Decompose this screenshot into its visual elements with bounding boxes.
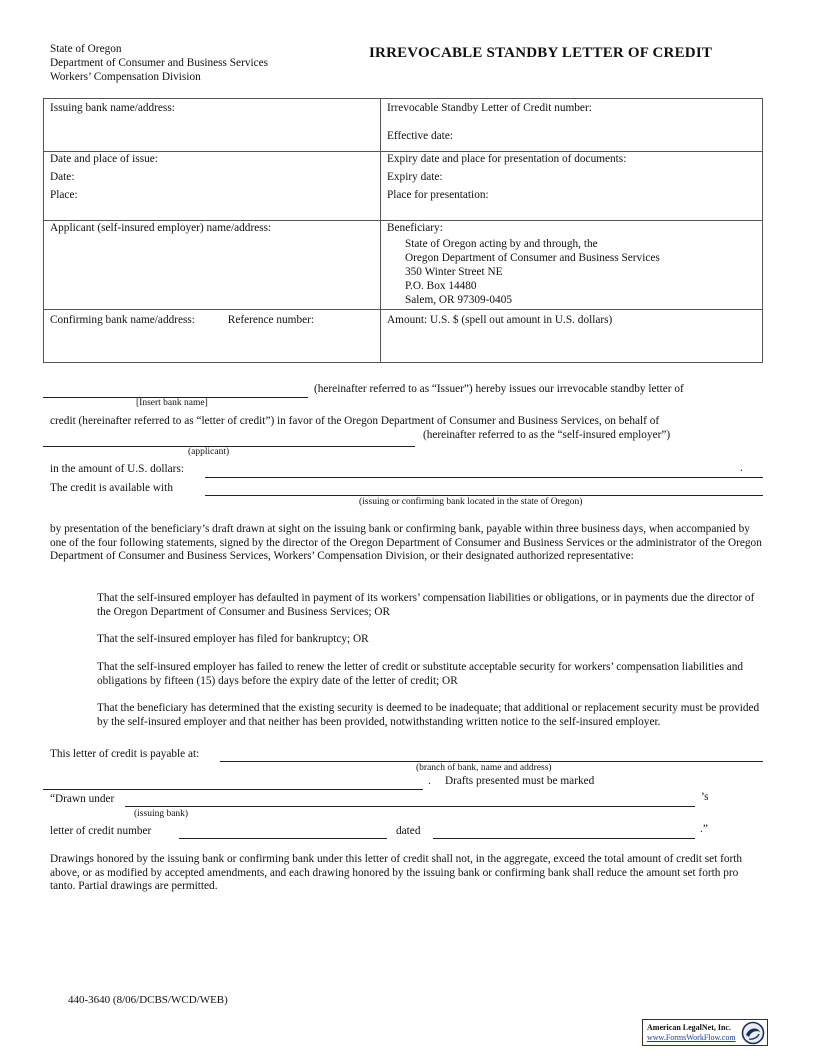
presentation-paragraph: by presentation of the beneficiary’s draft drawn at sight on the issuing bank or confirming bank, payable within three business days, when accompanied by one of the four following statements, signed by the director of the Oregon Department of Consumer and Business Services or the administrator of the Oregon Department of Consumer and Business Services, Workers’ Compensation Division, or their designated authorized representative: — [50, 523, 762, 563]
insert-bank-caption: [Insert bank name] — [136, 398, 208, 408]
beneficiary-line: State of Oregon acting by and through, the — [405, 238, 598, 250]
credit-text: credit (hereinafter referred to as “letter of credit”) in favor of the Oregon Department of Consumer and Business Services, on behalf of — [50, 415, 660, 427]
amount-label: Amount: U.S. $ (spell out amount in U.S. dollars) — [387, 314, 613, 326]
legalnet-logo[interactable] — [642, 1019, 768, 1046]
logo-url: www.FormsWorkFlow.com — [647, 1033, 736, 1042]
statement-4: That the beneficiary has determined that the existing security is deemed to be inadequate; that additional or replacement security must be provided by the self-insured employer and that neither has been provided, notwithstanding written notice to the self-insured employer. — [97, 702, 760, 728]
confirming-bank-cell[interactable] — [50, 311, 314, 329]
payable-field-2[interactable] — [43, 789, 423, 790]
dated-end: .” — [700, 823, 708, 835]
amount-dollars-label: in the amount of U.S. dollars: — [50, 463, 184, 475]
issuer-text: (hereinafter referred to as “Issuer”) hereby issues our irrevocable standby letter of — [314, 383, 684, 395]
drawn-under-label: “Drawn under — [50, 793, 115, 805]
document-title: IRREVOCABLE STANDBY LETTER OF CREDIT — [369, 45, 713, 61]
form-number: 440-3640 (8/06/DCBS/WCD/WEB) — [68, 994, 228, 1006]
amount-dollars-field[interactable] — [205, 477, 763, 478]
available-bank-field[interactable] — [205, 495, 763, 496]
self-insured-ref: (hereinafter referred to as the “self-insured employer”) — [423, 429, 671, 441]
drafts-text: . Drafts presented must be marked — [428, 775, 595, 787]
dated-label: dated — [396, 825, 421, 837]
place-presentation-label: Place for presentation: — [387, 189, 489, 201]
info-table — [43, 98, 763, 363]
beneficiary-line: 350 Winter Street NE — [405, 266, 503, 278]
effective-date-label: Effective date: — [387, 130, 453, 142]
issuing-bank-cell[interactable] — [50, 99, 175, 117]
issuing-bank-label: Issuing bank name/address: — [50, 102, 175, 114]
drawings-paragraph: Drawings honored by the issuing bank or confirming bank under this letter of credit shall not, in the aggregate, exceed the total amount of credit set forth above, or as modified by accepted amendments, and each drawing honored by the issuing bank or confirming bank shall reduce the amount set forth pro tanto. Partial drawings are permitted. — [50, 853, 743, 893]
beneficiary-label: Beneficiary: — [387, 222, 443, 234]
beneficiary-line: P.O. Box 14480 — [405, 280, 477, 292]
amount-cell[interactable] — [387, 311, 612, 329]
expiry-date-label: Expiry date: — [387, 171, 443, 183]
beneficiary-line: Salem, OR 97309-0405 — [405, 294, 513, 306]
drawn-end: ’s — [701, 791, 709, 803]
beneficiary-cell — [387, 219, 660, 307]
date-label: Date: — [50, 171, 75, 183]
logo-company: American LegalNet, Inc. — [647, 1023, 731, 1032]
agency-department: Department of Consumer and Business Services — [50, 57, 269, 69]
statement-3: That the self-insured employer has failed to renew the letter of credit or substitute acceptable security for workers’ compensation liabilities and obligations by fifteen (15) days before the expiry date of the letter of credit; OR — [97, 661, 743, 687]
statement-2: That the self-insured employer has filed for bankruptcy; OR — [97, 633, 369, 645]
loc-number-label: Irrevocable Standby Letter of Credit number: — [387, 102, 592, 114]
expiry-heading: Expiry date and place for presentation of documents: — [387, 153, 627, 165]
applicant-caption: (applicant) — [188, 447, 230, 457]
date-place-label: Date and place of issue: — [50, 153, 158, 165]
beneficiary-address — [387, 237, 660, 307]
issuing-bank-caption: (issuing bank) — [134, 809, 189, 819]
agency-division: Workers’ Compensation Division — [50, 71, 201, 83]
loc-number-text: letter of credit number — [50, 825, 152, 837]
available-caption: (issuing or confirming bank located in the state of Oregon) — [359, 497, 583, 507]
expiry-cell[interactable] — [387, 150, 626, 204]
loc-number-field[interactable] — [179, 838, 387, 839]
payable-label: This letter of credit is payable at: — [50, 748, 200, 760]
agency-state: State of Oregon — [50, 43, 122, 55]
amount-end: . — [740, 462, 743, 474]
branch-caption: (branch of bank, name and address) — [416, 763, 552, 773]
issuing-bank-field[interactable] — [125, 806, 695, 807]
applicant-label: Applicant (self-insured employer) name/address: — [50, 222, 272, 234]
agency-block — [50, 42, 268, 84]
dated-field[interactable] — [433, 838, 695, 839]
statement-1: That the self-insured employer has defaulted in payment of its workers’ compensation liabilities or obligations, or in payments due the director of the Oregon Department of Consumer and Business Services; OR — [97, 592, 755, 618]
confirming-bank-label: Confirming bank name/address: — [50, 314, 195, 326]
available-label: The credit is available with — [50, 482, 173, 494]
applicant-cell[interactable] — [50, 219, 271, 237]
globe-swirl-icon — [741, 1021, 765, 1048]
beneficiary-line: Oregon Department of Consumer and Business Services — [405, 252, 660, 264]
loc-number-cell[interactable] — [387, 99, 592, 145]
date-place-cell[interactable] — [50, 150, 158, 204]
reference-number-label: Reference number: — [227, 314, 315, 326]
place-label: Place: — [50, 189, 78, 201]
payable-field[interactable] — [220, 761, 763, 762]
